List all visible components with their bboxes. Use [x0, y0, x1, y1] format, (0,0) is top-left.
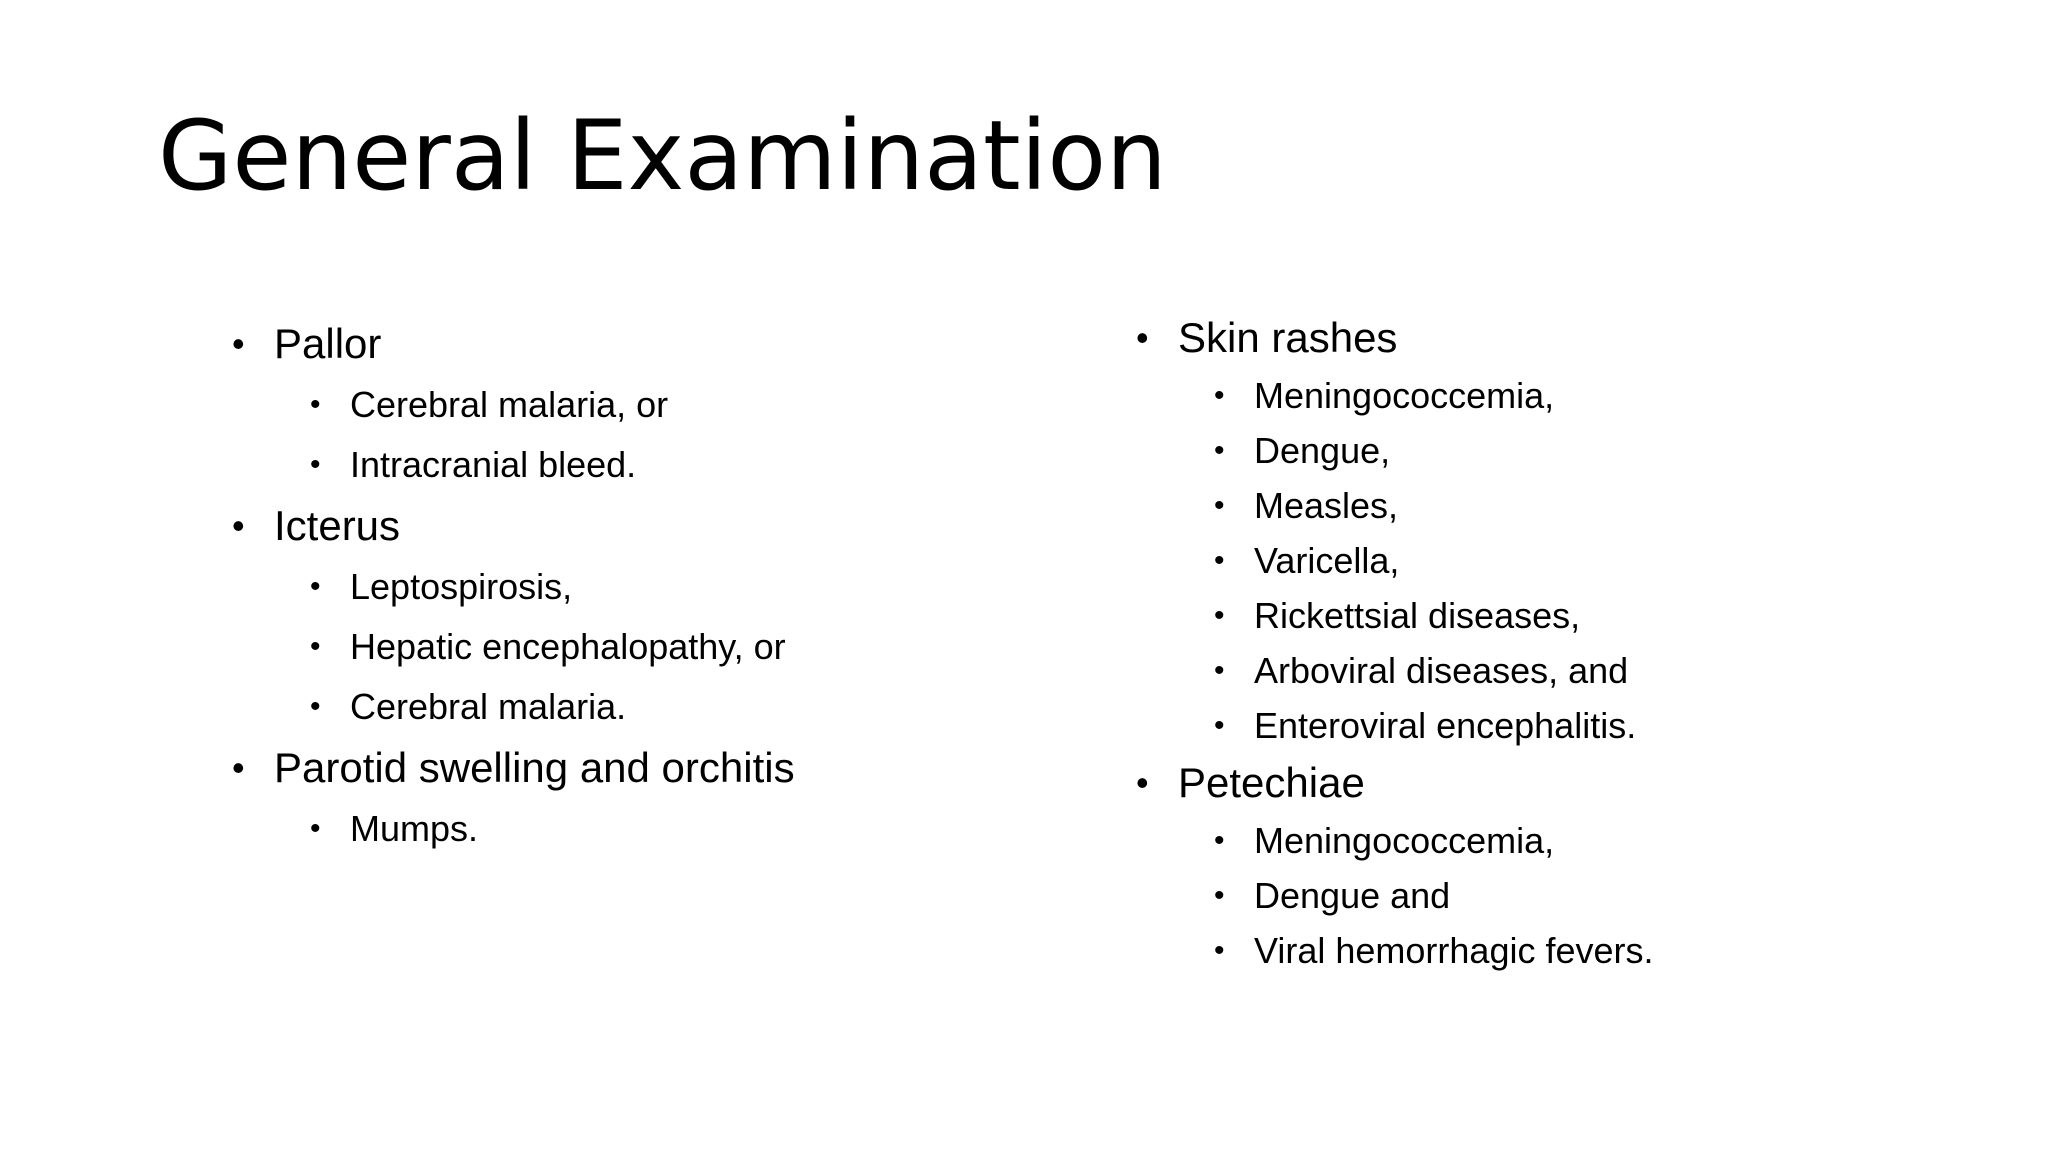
sub-list-item: • Mumps.: [310, 799, 795, 859]
sub-list: [232, 557, 795, 737]
sub-list-item: • Varicella,: [1214, 533, 1654, 588]
slide-title: General Examination: [158, 100, 1167, 212]
sub-list-item: • Hepatic encephalopathy, or: [310, 617, 795, 677]
right-bullet-list: [1136, 310, 1654, 980]
list-item-label: • Petechiae: [1136, 755, 1654, 811]
sub-list-item: • Arboviral diseases, and: [1214, 643, 1654, 698]
list-item-label: • Skin rashes: [1136, 310, 1654, 366]
list-item-label: • Parotid swelling and orchitis: [232, 740, 795, 796]
sub-list: [1136, 368, 1654, 753]
list-item-label: • Pallor: [232, 316, 795, 372]
list-item-parotid-swelling: [232, 740, 795, 859]
sub-list-item: • Measles,: [1214, 478, 1654, 533]
list-item-pallor: [232, 316, 795, 495]
sub-list-item: • Enteroviral encephalitis.: [1214, 698, 1654, 753]
list-item-petechiae: [1136, 755, 1654, 978]
list-item-icterus: [232, 498, 795, 737]
sub-list-item: • Leptospirosis,: [310, 557, 795, 617]
sub-list-item: • Meningococcemia,: [1214, 813, 1654, 868]
sub-list: [232, 799, 795, 859]
sub-list-item: • Intracranial bleed.: [310, 435, 795, 495]
sub-list-item: • Cerebral malaria.: [310, 677, 795, 737]
sub-list-item: • Rickettsial diseases,: [1214, 588, 1654, 643]
left-bullet-list: [232, 316, 795, 862]
sub-list: [1136, 813, 1654, 978]
list-item-skin-rashes: [1136, 310, 1654, 753]
sub-list-item: • Meningococcemia,: [1214, 368, 1654, 423]
sub-list-item: • Cerebral malaria, or: [310, 375, 795, 435]
sub-list: [232, 375, 795, 495]
sub-list-item: • Dengue,: [1214, 423, 1654, 478]
sub-list-item: • Dengue and: [1214, 868, 1654, 923]
list-item-label: • Icterus: [232, 498, 795, 554]
sub-list-item: • Viral hemorrhagic fevers.: [1214, 923, 1654, 978]
